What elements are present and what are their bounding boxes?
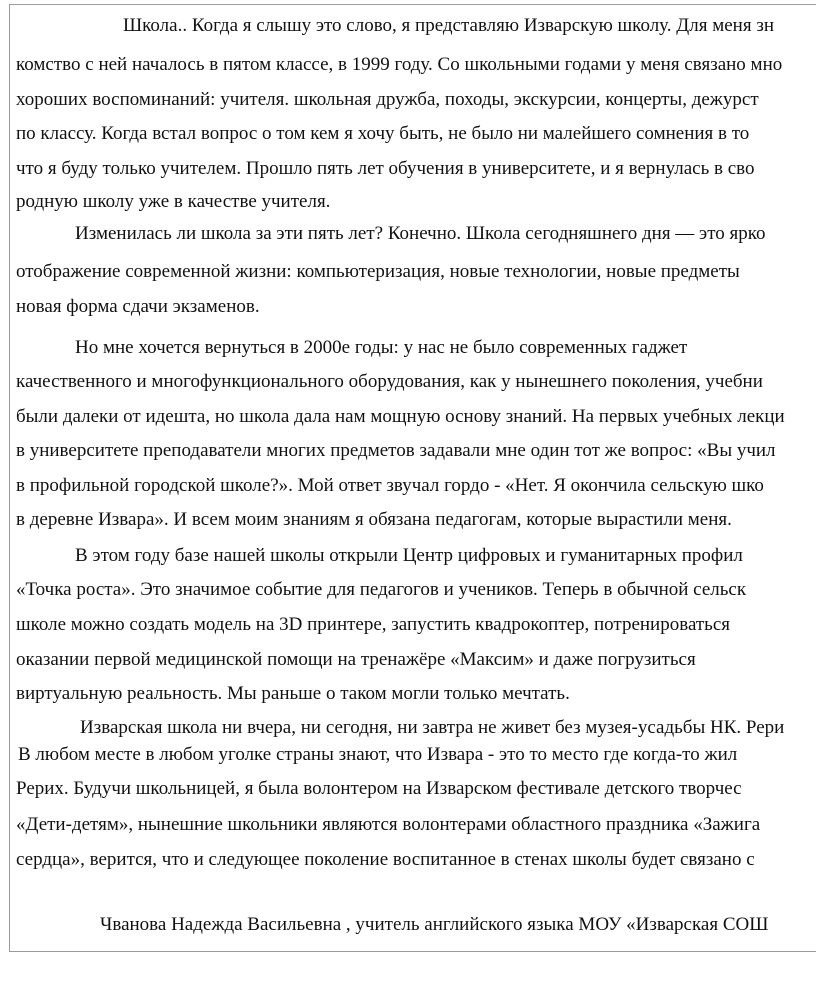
paragraph-1-line-3: хороших воспоминаний: учителя. школьная дружба, походы, экскурсии, концерты, дежурст — [16, 89, 759, 110]
paragraph-2-line-3: новая форма сдачи экзаменов. — [16, 296, 260, 317]
paragraph-5-line-3: Рерих. Будучи школьницей, я была волонтером на Изварском фестивале детского творчес — [16, 778, 742, 799]
paragraph-4-line-1: В этом году базе нашей школы открыли Центр цифровых и гуманитарных профил — [75, 545, 743, 566]
paragraph-4-line-5: виртуальную реальность. Мы раньше о таком могли только мечтать. — [16, 683, 570, 704]
paragraph-1-line-6: родную школу уже в качестве учителя. — [16, 191, 331, 212]
paragraph-5-line-1: Изварская школа ни вчера, ни сегодня, ни завтра не живет без музея-усадьбы НК. Рери — [80, 717, 785, 738]
paragraph-1-line-5: что я буду только учителем. Прошло пять лет обучения в университете, и я вернулась в сво — [16, 158, 755, 179]
paragraph-1-line-1: Школа.. Когда я слышу это слово, я представляю Изварскую школу. Для меня зн — [123, 15, 774, 36]
paragraph-3-line-3: были далеки от идешта, но школа дала нам мощную основу знаний. На первых учебных лекци — [16, 406, 785, 427]
paragraph-5-line-5: сердца», верится, что и следующее поколение воспитанное в стенах школы будет связано с — [16, 849, 755, 870]
paragraph-3-line-5: в профильной городской школе?». Мой ответ звучал гордо - «Нет. Я окончила сельскую шко — [16, 475, 764, 496]
paragraph-2-line-2: отображение современной жизни: компьютеризация, новые технологии, новые предметы — [16, 261, 740, 282]
paragraph-4-line-2: «Точка роста». Это значимое событие для педагогов и учеников. Теперь в обычной сельск — [16, 579, 747, 600]
paragraph-1-line-4: по классу. Когда встал вопрос о том кем я хочу быть, не было ни малейшего сомнения в то — [16, 123, 750, 144]
paragraph-3-line-4: в университете преподаватели многих предметов задавали мне один тот же вопрос: «Вы учил — [16, 440, 776, 461]
paragraph-1-line-2: комство с ней началось в пятом классе, в 1999 году. Со школьными годами у меня связано мно — [16, 54, 783, 75]
paragraph-2-line-1: Изменилась ли школа за эти пять лет? Конечно. Школа сегодняшнего дня — это ярко — [75, 223, 766, 244]
paragraph-5-line-2: В любом месте в любом уголке страны знают, что Извара - это то место где когда-то жил — [18, 744, 738, 765]
paragraph-3-line-1: Но мне хочется вернуться в 2000е годы: у нас не было современных гаджет — [75, 337, 688, 358]
paragraph-3-line-6: в деревне Извара». И всем моим знаниям я обязана педагогам, которые вырастили меня. — [16, 509, 732, 530]
author-signature: Чванова Надежда Васильевна , учитель английского языка МОУ «Изварская СОШ — [100, 914, 769, 935]
paragraph-5-line-4: «Дети-детям», нынешние школьники являются волонтерами областного праздника «Зажига — [16, 814, 761, 835]
paragraph-4-line-4: оказании первой медицинской помощи на тренажёре «Максим» и даже погрузиться — [16, 649, 696, 670]
paragraph-4-line-3: школе можно создать модель на 3D принтере, запустить квадрокоптер, потренироваться — [16, 614, 731, 635]
paragraph-3-line-2: качественного и многофункционального оборудования, как у нынешнего поколения, учебни — [16, 371, 763, 392]
